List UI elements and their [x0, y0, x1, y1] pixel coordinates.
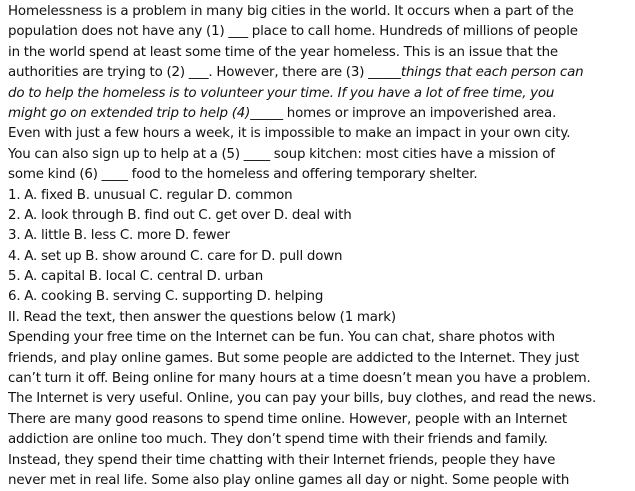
text-line: never met in real life. Some also play online games all day or night. Some people with — [8, 472, 570, 488]
text-line: The Internet is very useful. Online, you can pay your bills, buy clothes, and read the news. — [8, 391, 597, 407]
passage-homelessness — [8, 2, 630, 186]
text-line: Even with just a few hours a week, it is impossible to make an impact in your own city. — [8, 126, 571, 142]
text-line — [8, 104, 630, 124]
document-page — [8, 2, 630, 491]
question-item: 2. A. look through B. find out C. get over D. deal with — [8, 207, 352, 223]
text-line: addiction are online too much. They don’t spend time with their friends and family. — [8, 432, 548, 448]
passage-internet — [8, 328, 630, 491]
text-segment: homes or improve an impoverished area. — [282, 105, 557, 121]
text-line — [8, 63, 630, 83]
italic-segment: things that each person can — [400, 65, 584, 81]
text-line: some kind (6) ____ food to the homeless and offering temporary shelter. — [8, 167, 478, 183]
text-line: population does not have any (1) ___ place to call home. Hundreds of millions of people — [8, 24, 578, 40]
text-line: Spending your free time on the Internet can be fun. You can chat, share photos with — [8, 330, 555, 346]
text-line: Instead, they spend their time chatting with their Internet friends, people they have — [8, 452, 556, 468]
text-segment: authorities are trying to (2) ___. However, there are (3) _____ — [8, 65, 401, 81]
text-line: There are many good reasons to spend time online. However, people with an Internet — [8, 411, 568, 427]
question-item: 3. A. little B. less C. more D. fewer — [8, 228, 230, 244]
question-item: 6. A. cooking B. serving C. supporting D. helping — [8, 289, 324, 305]
section-heading: II. Read the text, then answer the questions below (1 mark) — [8, 309, 396, 325]
text-line: friends, and play online games. But some people are addicted to the Internet. They just — [8, 350, 580, 366]
text-line: Homelessness is a problem in many big cities in the world. It occurs when a part of the — [8, 4, 574, 19]
question-item: 5. A. capital B. local C. central D. urban — [8, 269, 264, 285]
question-list — [8, 186, 630, 308]
text-line: You can also sign up to help at a (5) ____ soup kitchen: most cities have a mission of — [8, 146, 555, 162]
italic-segment: might go on extended trip to help (4)_____ — [8, 105, 283, 121]
question-item: 1. A. fixed B. unusual C. regular D. common — [8, 187, 293, 203]
text-line: do to help the homeless is to volunteer your time. If you have a lot of free time, you — [8, 85, 555, 101]
text-line: can’t turn it off. Being online for many hours at a time doesn’t mean you have a problem. — [8, 371, 591, 387]
question-item: 4. A. set up B. show around C. care for D. pull down — [8, 248, 343, 264]
text-line: in the world spend at least some time of the year homeless. This is an issue that the — [8, 44, 559, 60]
